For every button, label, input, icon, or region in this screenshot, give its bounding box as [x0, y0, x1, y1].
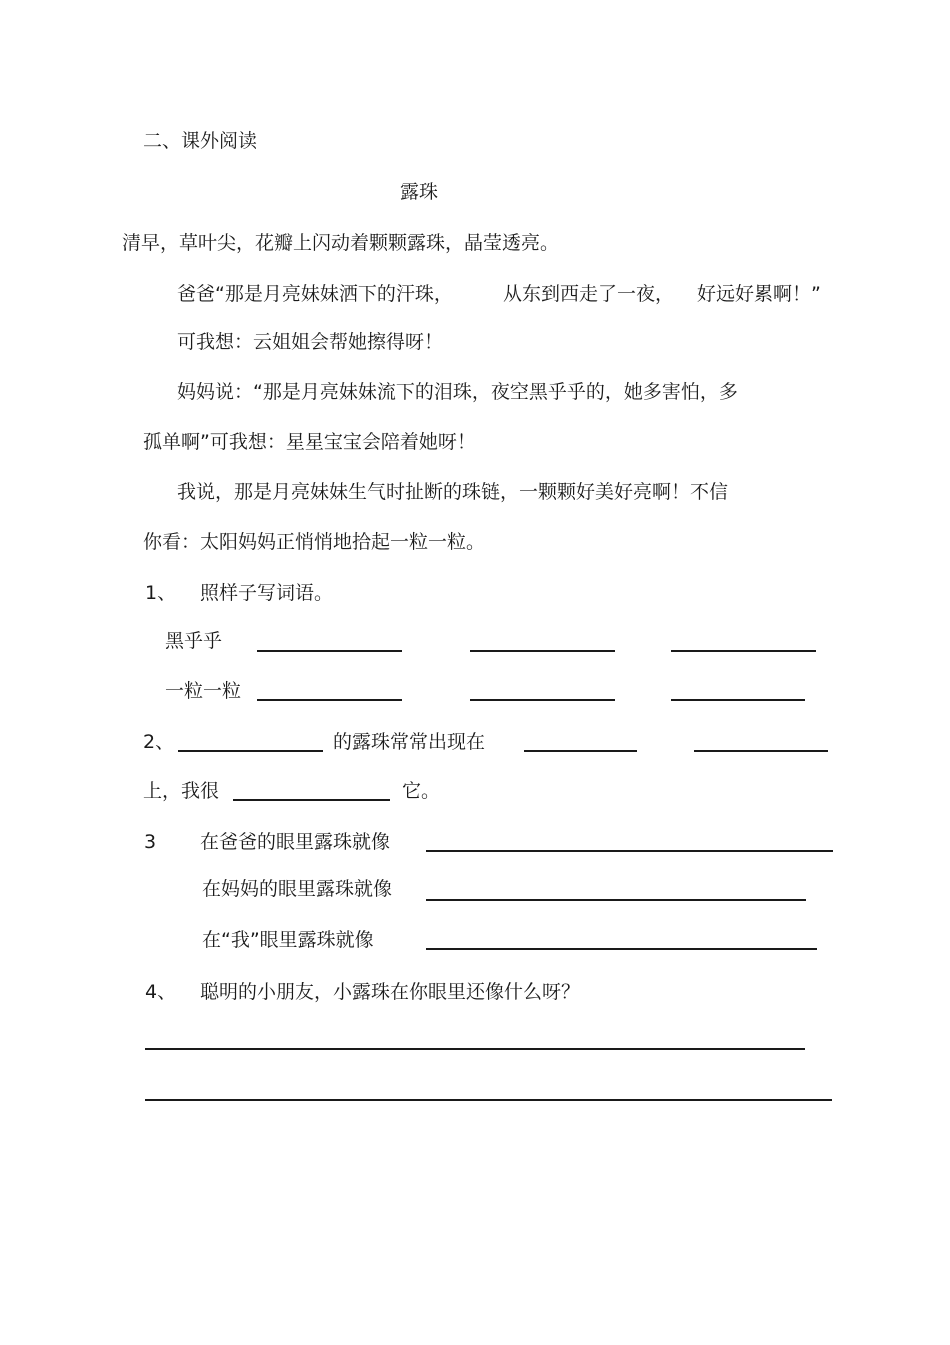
story-paragraph-5-line-2: 你看：太阳妈妈正悄悄地拾起一粒一粒。 [143, 531, 486, 553]
answer-blank[interactable] [426, 850, 833, 852]
story-paragraph-4-line-1: 妈妈说：“那是月亮妹妹流下的泪珠，夜空黑乎乎的，她多害怕，多 [177, 381, 738, 403]
story-paragraph-5-line-1: 我说，那是月亮妹妹生气时扯断的珠链，一颗颗好美好亮啊！不信 [177, 481, 729, 503]
answer-blank[interactable] [178, 750, 323, 752]
question-4-number: 4、 [145, 981, 177, 1003]
question-3-line-1: 在爸爸的眼里露珠就像 [200, 831, 391, 853]
answer-line[interactable] [145, 1099, 832, 1101]
answer-blank[interactable] [426, 899, 806, 901]
answer-blank[interactable] [470, 650, 615, 652]
answer-blank[interactable] [257, 650, 402, 652]
answer-blank[interactable] [470, 699, 615, 701]
story-paragraph-2-part-1: 爸爸“那是月亮妹妹洒下的汗珠， [177, 283, 453, 305]
question-1-example-1: 黑乎乎 [165, 630, 223, 652]
answer-blank[interactable] [671, 699, 805, 701]
story-paragraph-4-line-2: 孤单啊”可我想：星星宝宝会陪着她呀！ [143, 431, 476, 453]
question-3-number: 3 [144, 831, 157, 853]
answer-blank[interactable] [426, 948, 817, 950]
story-paragraph-2-part-3: 好远好累啊！” [697, 283, 821, 305]
question-1-example-2: 一粒一粒 [165, 680, 242, 702]
answer-blank[interactable] [257, 699, 402, 701]
question-3-line-3: 在“我”眼里露珠就像 [202, 929, 374, 951]
answer-blank[interactable] [524, 750, 637, 752]
question-4-prompt: 聪明的小朋友，小露珠在你眼里还像什么呀？ [200, 981, 581, 1003]
answer-line[interactable] [145, 1048, 805, 1050]
question-2-number: 2、 [143, 731, 175, 753]
story-paragraph-1: 清早，草叶尖，花瓣上闪动着颗颗露珠，晶莹透亮。 [122, 232, 560, 254]
question-1-prompt: 照样子写词语。 [200, 582, 334, 604]
story-title: 露珠 [400, 181, 439, 203]
story-paragraph-3: 可我想：云姐姐会帮她擦得呀！ [177, 331, 444, 353]
question-2-text-3: 它。 [402, 780, 441, 802]
story-paragraph-2-part-2: 从东到西走了一夜， [503, 283, 675, 305]
question-2-text-2: 上，我很 [143, 780, 220, 802]
answer-blank[interactable] [671, 650, 816, 652]
section-heading: 二、课外阅读 [143, 130, 258, 152]
answer-blank[interactable] [694, 750, 828, 752]
answer-blank[interactable] [233, 799, 390, 801]
question-2-text-1: 的露珠常常出现在 [333, 731, 486, 753]
question-1-number: 1、 [145, 582, 177, 604]
question-3-line-2: 在妈妈的眼里露珠就像 [202, 878, 393, 900]
